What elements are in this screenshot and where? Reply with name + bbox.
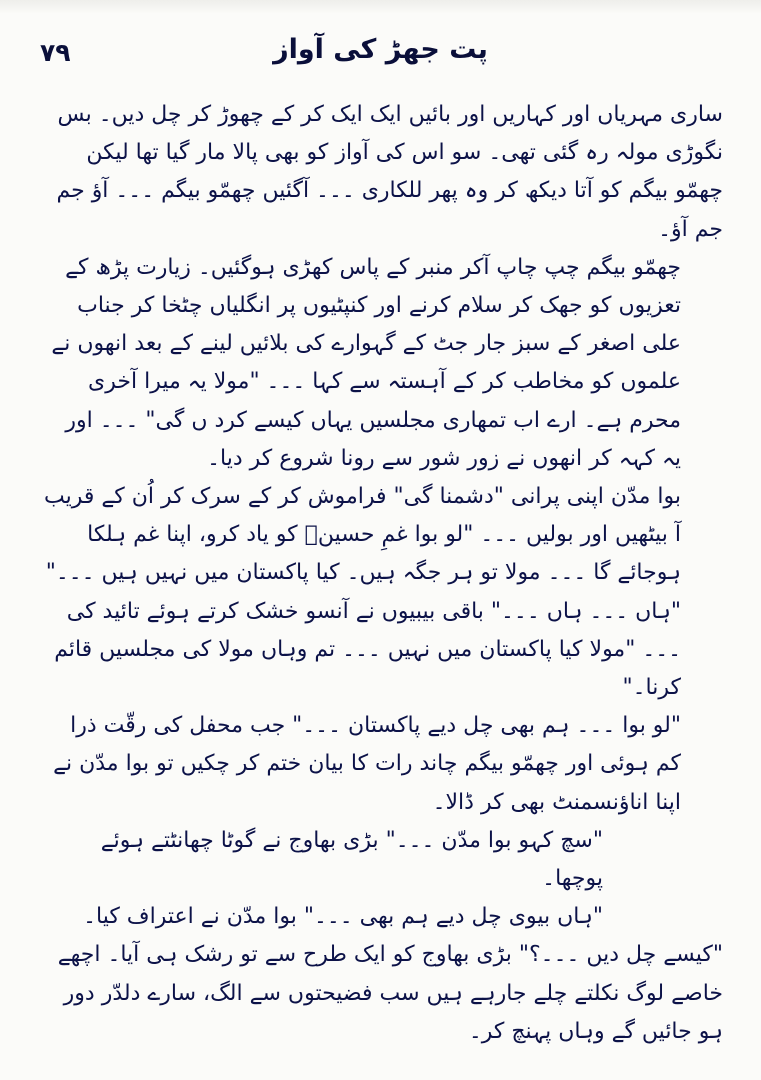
paragraph: "ہاں ۔۔۔ ہاں ۔۔۔" باقی بیبیوں نے آنسو خشک کرتے ہوئے تائید کی ۔۔۔ "مولا کیا پاکستان میں نہیں ۔۔۔ تم وہاں مولا کی مجلسیں قائم کرنا۔" [54, 598, 681, 701]
paragraph: بوا مدّن اپنی پرانی "دشمنا گی" فراموش کر کے سرک کر اُن کے قریب آ بیٹھیں اور بولیں ۔۔۔ "لو بوا غمِ حسینؑ کو یاد کرو، اپنا غم ہلکا ہوجائے گا ۔۔۔ مولا تو ہر جگہ ہیں۔ کیا پاکستان میں نہیں ہیں ۔۔۔" [43, 484, 681, 586]
paragraph: "سچ کہو بوا مدّن ۔۔۔" بڑی بھاوج نے گوٹا چھانٹتے ہوئے پوچھا۔ [100, 827, 603, 892]
paragraph: "ہاں بیوی چل دیے ہم بھی ۔۔۔" بوا مدّن نے اعتراف کیا۔ [83, 904, 603, 930]
body-text [40, 96, 723, 1056]
paragraph: ساری مہریاں اور کہاریں اور بائیں ایک ایک کر کے چھوڑ کر چل دیں۔ بس نگوڑی مولہ رہ گئی تھی۔ سو اس کی آواز کو بھی پالا مار گیا تھا لیکن چھمّو بیگم کو آتا دیکھ کر وہ پھر للکاری ۔۔۔ آگئیں چھمّو بیگم ۔۔۔ آؤ جم جم آؤ۔ [56, 102, 723, 242]
paragraph: "لو بوا ۔۔۔ ہم بھی چل دیے پاکستان ۔۔۔" جب محفل کی رقّت ذرا کم ہوئی اور چھمّو بیگم چاند رات کا بیان ختم کر چکیں تو بوا مدّن نے اپنا اناؤنسمنٹ بھی کر ڈالا۔ [53, 713, 681, 815]
paragraph: "کیسے چل دیں ۔۔۔؟" بڑی بھاوج کو ایک طرح سے تو رشک ہی آیا۔ اچھے خاصے لوگ نکلتے چلے جارہے ہیں سب فضیحتوں سے الگ، سارے دلدّر دور ہو جائیں گے وہاں پہنچ کر۔ [57, 942, 723, 1044]
page-number: ۷۹ [40, 38, 71, 67]
paragraph: چھمّو بیگم چپ چاپ آکر منبر کے پاس کھڑی ہوگئیں۔ زیارت پڑھ کے تعزیوں کو جھک کر سلام کرنے اور کنپٹیوں پر انگلیاں چٹخا کر جناب علی اصغر کے سبز جار جٹ کے گہوارے کی بلائیں لینے کے بعد انھوں نے علموں کو مخاطب کر کے آہستہ سے کہا ۔۔۔ "مولا یہ میرا آخری محرم ہے۔ ارے اب تمھاری مجلسیں یہاں کیسے کرد ں گی" ۔۔۔ اور یہ کہہ کر انھوں نے زور شور سے رونا شروع کر دیا۔ [51, 254, 681, 471]
running-title: پت جھڑ کی آواز [273, 34, 488, 65]
